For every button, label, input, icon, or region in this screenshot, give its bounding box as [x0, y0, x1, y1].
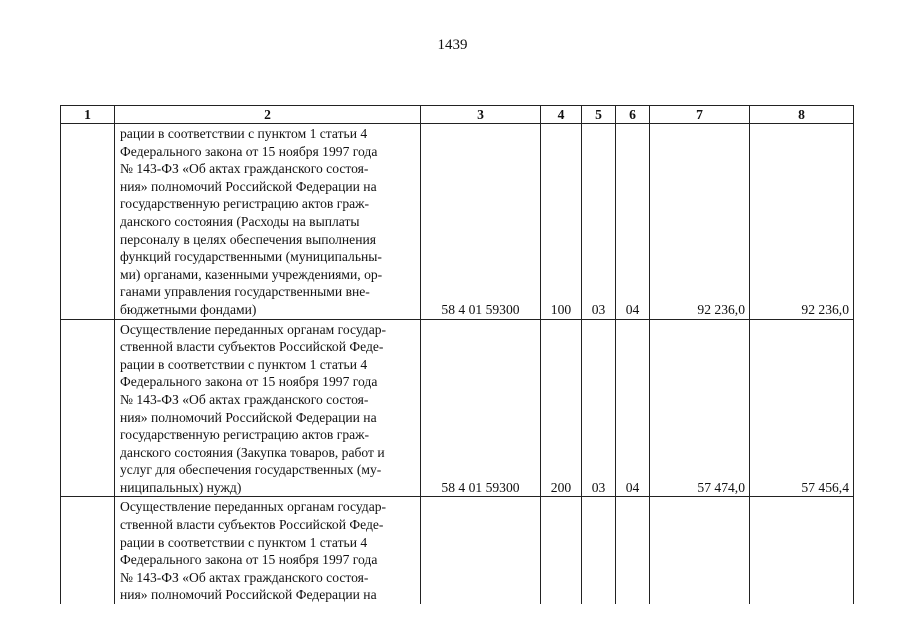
row-number-cell: [61, 497, 115, 604]
target-article-cell: 58 4 01 59300: [421, 124, 541, 320]
description-line: № 143-ФЗ «Об актах гражданского состоя-: [120, 569, 369, 585]
description-line: рации в соответствии с пунктом 1 статьи 4: [120, 356, 368, 372]
description-line: Осуществление переданных органам государ-: [120, 321, 387, 337]
budget-table: [60, 105, 854, 604]
description-line: Осуществление переданных органам государ-: [120, 499, 387, 515]
description-line: услуг для обеспечения государственных (му-: [120, 462, 382, 478]
description-line: рации в соответствии с пунктом 1 статьи 4: [120, 126, 368, 141]
description-line: государственную регистрацию актов граж-: [120, 427, 370, 443]
description-line: ния» полномочий Российской Федерации на: [120, 409, 377, 425]
description-line: Федерального закона от 15 ноября 1997 года: [120, 552, 378, 568]
description-cell: [115, 319, 421, 497]
section-cell: [582, 497, 616, 604]
description-line: персоналу в целях обеспечения выполнения: [120, 231, 377, 247]
description-line: ственной власти субъектов Российской Феде-: [120, 517, 384, 533]
page-number: 1439: [437, 37, 468, 53]
description-line: Федерального закона от 15 ноября 1997 года: [120, 374, 378, 390]
table-body: [61, 124, 854, 605]
description-line: ния» полномочий Российской Федерации на: [120, 587, 377, 603]
description-cell: [115, 497, 421, 604]
description-line: рации в соответствии с пунктом 1 статьи 4: [120, 534, 368, 550]
header-col-4: 4: [541, 106, 582, 124]
subsection-cell: 04: [616, 124, 650, 320]
target-article-cell: [421, 497, 541, 604]
expense-type-cell: 100: [541, 124, 582, 320]
description-line: ми) органами, казенными учреждениями, ор-: [120, 266, 383, 282]
table-row: [61, 319, 854, 497]
amount-col8-cell: [750, 497, 854, 604]
section-cell: 03: [582, 319, 616, 497]
description-line: государственную регистрацию актов граж-: [120, 196, 370, 212]
header-col-3: 3: [421, 106, 541, 124]
description-line: Федерального закона от 15 ноября 1997 года: [120, 143, 378, 159]
section-cell: 03: [582, 124, 616, 320]
description-line: ниципальных) нужд): [120, 479, 242, 495]
description-line: ганами управления государственными вне-: [120, 284, 370, 300]
header-col-5: 5: [582, 106, 616, 124]
subsection-cell: 04: [616, 319, 650, 497]
header-col-6: 6: [616, 106, 650, 124]
table-row: [61, 124, 854, 320]
header-row: [61, 106, 854, 124]
amount-col7-cell: [650, 497, 750, 604]
description-cell: [115, 124, 421, 320]
expense-type-cell: 200: [541, 319, 582, 497]
description-line: данского состояния (Закупка товаров, работ и: [120, 444, 385, 460]
table-row: [61, 497, 854, 604]
header-col-1: 1: [61, 106, 115, 124]
description-line: № 143-ФЗ «Об актах гражданского состоя-: [120, 391, 369, 407]
description-line: ственной власти субъектов Российской Феде-: [120, 339, 384, 355]
row-number-cell: [61, 319, 115, 497]
header-col-2: 2: [115, 106, 421, 124]
subsection-cell: [616, 497, 650, 604]
target-article-cell: 58 4 01 59300: [421, 319, 541, 497]
row-number-cell: [61, 124, 115, 320]
header-col-7: 7: [650, 106, 750, 124]
amount-col8-cell: 92 236,0: [750, 124, 854, 320]
description-line: ния» полномочий Российской Федерации на: [120, 178, 377, 194]
expense-type-cell: [541, 497, 582, 604]
description-line: № 143-ФЗ «Об актах гражданского состоя-: [120, 161, 369, 177]
description-line: функций государственными (муниципальны-: [120, 249, 382, 265]
header-col-8: 8: [750, 106, 854, 124]
amount-col8-cell: 57 456,4: [750, 319, 854, 497]
amount-col7-cell: 92 236,0: [650, 124, 750, 320]
amount-col7-cell: 57 474,0: [650, 319, 750, 497]
description-line: бюджетными фондами): [120, 301, 257, 317]
description-line: данского состояния (Расходы на выплаты: [120, 213, 360, 229]
